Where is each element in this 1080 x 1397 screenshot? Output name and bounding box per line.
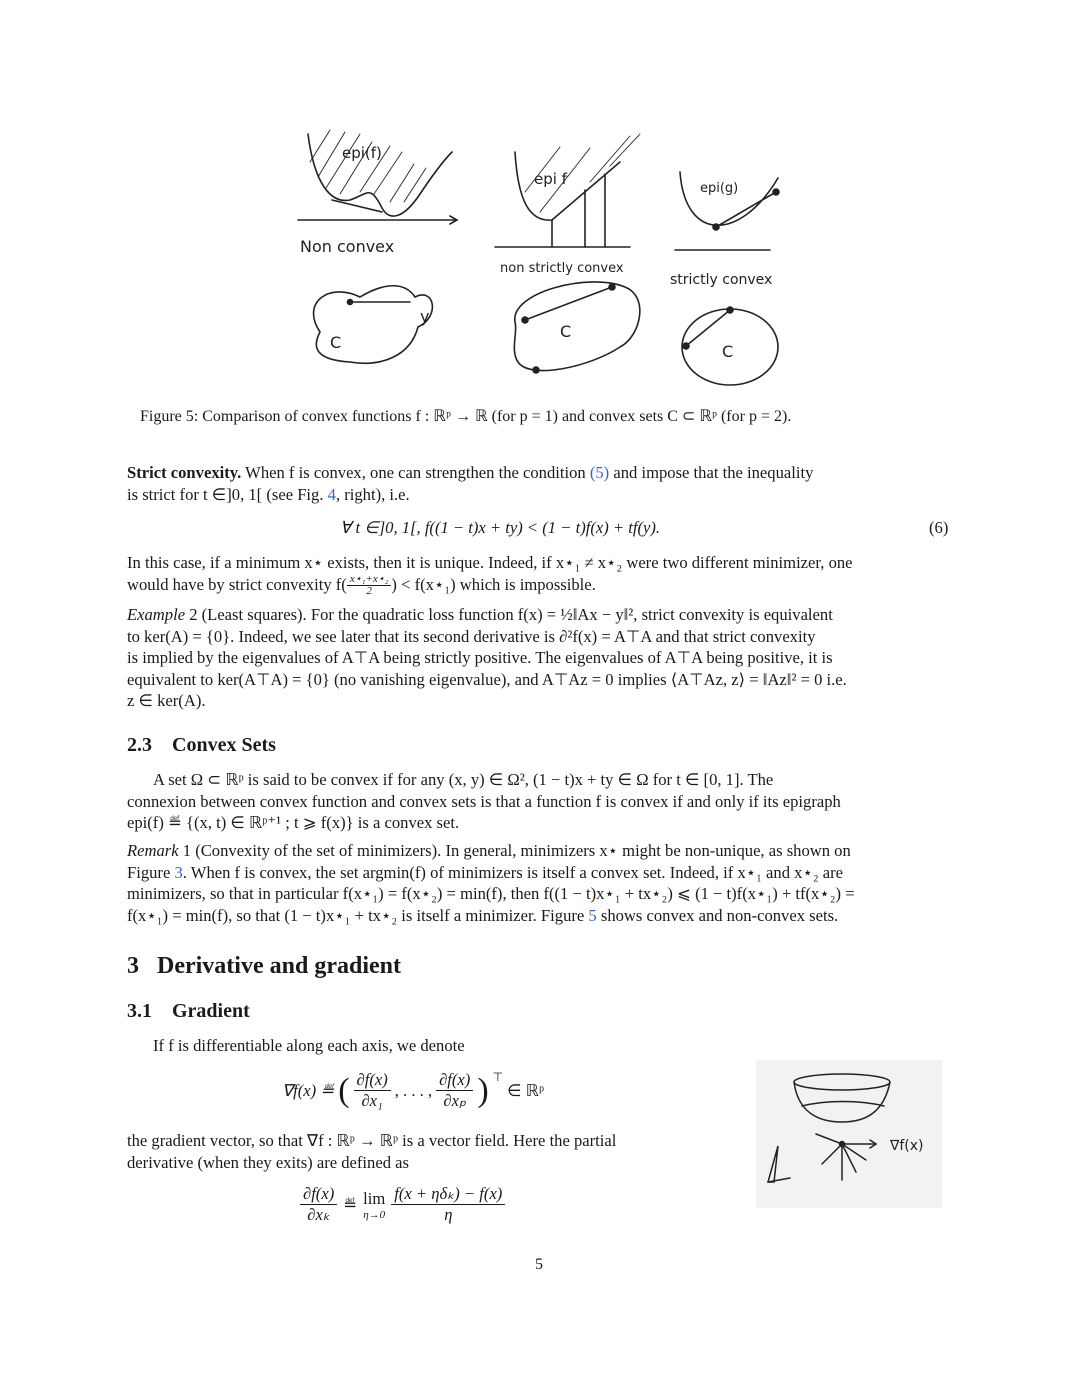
convex-sets-line1: A set Ω ⊂ ℝᵖ is said to be convex if for any (x, y) ∈ Ω², (1 − t)x + ty ∈ Ω for t ∈ [0, 1]. The [153, 770, 774, 789]
gradient-label: ∇f(x) [890, 1138, 924, 1154]
strict-text2: and impose that the inequality [613, 463, 814, 482]
limit [363, 1189, 385, 1221]
example-label: Example [127, 605, 186, 624]
example-line5: z ∈ ker(A). [127, 691, 206, 710]
section-2-3-heading [127, 734, 276, 757]
partial-p-den: ∂xₚ [443, 1091, 467, 1110]
gradient-line2: the gradient vector, so that ∇f : ℝᵖ → ℝᵖ is a vector field. Here the partial [127, 1131, 617, 1150]
section-3-title: Derivative and gradient [157, 953, 401, 979]
partial-k-num: ∂f(x) [300, 1184, 337, 1205]
convex-sets-line3: epi(f) ≝ {(x, t) ∈ ℝᵖ⁺¹ ; t ⩾ f(x)} is a convex set. [127, 813, 460, 832]
left-paren: ( [338, 1071, 350, 1109]
convex-set-2 [514, 282, 640, 371]
section-3-heading [127, 953, 401, 980]
label-c2: C [560, 322, 572, 341]
gradient-equation [282, 1070, 544, 1111]
strict-line2b: , right), i.e. [335, 484, 410, 504]
gradient-line3: derivative (when they exits) are defined as [127, 1152, 409, 1172]
label-c1: C [330, 333, 342, 352]
example-line3: is implied by the eigenvalues of A⊤A being strictly positive. The eigenvalues of A⊤A being positive, it is [127, 648, 833, 667]
partial-1-den: ∂x₁ [361, 1091, 383, 1110]
section-3-1-title: Gradient [172, 1000, 250, 1022]
remark-1 [127, 840, 953, 926]
nonconvex-chord [332, 200, 382, 212]
label-c3: C [722, 342, 734, 361]
uniqueness-line2b: ) < f(x⋆₁) which is impossible. [391, 574, 596, 594]
label-epi-f: epi(f) [342, 144, 382, 162]
fraction [347, 574, 392, 597]
difference-quotient [391, 1184, 505, 1225]
gradient-intro: If f is differentiable along each axis, we denote [153, 1036, 465, 1055]
figure-caption: Figure 5: Comparison of convex functions f : ℝᵖ → ℝ (for p = 1) and convex sets C ⊂ ℝᵖ (for p = 2). [140, 408, 792, 425]
gradient-paragraph [127, 1130, 729, 1173]
example-2 [127, 604, 953, 712]
uniqueness-line2a: would have by strict convexity f( [127, 574, 347, 594]
section-2-3-number: 2.3 [127, 734, 152, 756]
fraction-den: 2 [366, 585, 372, 598]
label-strictly: strictly convex [670, 272, 773, 288]
remark-line4b: shows convex and non-convex sets. [596, 905, 839, 925]
example-line2: to ker(A) = {0}. Indeed, we see later that its second derivative is ∂²f(x) = A⊤A and that strict convexity [127, 626, 816, 646]
strict-convexity-paragraph [127, 462, 953, 505]
remark-line3: minimizers, so that in particular f(x⋆₁) = f(x⋆₂) = min(f), then f((1 − t)x⋆₁ + tx⋆₂) ⩽ (1 − t)f(x⋆₁) + tf(x⋆₂) = [127, 884, 855, 903]
section-3-number: 3 [127, 953, 139, 979]
equation-6: ∀ t ∈]0, 1[, f((1 − t)x + ty) < (1 − t)f(x) + tf(y). [340, 518, 661, 537]
example-line1: 2 (Least squares). For the quadratic loss function f(x) = ½‖Ax − y‖², strict convexity is equivalent [185, 605, 833, 624]
grad-lhs: ∇f(x) ≝ [282, 1080, 335, 1100]
partial-k-den: ∂xₖ [307, 1205, 330, 1224]
strict-line2a: is strict for t ∈]0, 1[ (see Fig. [127, 484, 324, 504]
equation-6-number: (6) [929, 518, 949, 537]
uniqueness-paragraph [127, 552, 953, 597]
gradient-sketch [756, 1060, 942, 1208]
remark-line4a: f(x⋆₁) = min(f), so that (1 − t)x⋆₁ + tx⋆₂ is itself a minimizer. Figure [127, 905, 585, 925]
strict-heading: Strict convexity. [127, 463, 242, 482]
lim-text: lim [363, 1188, 386, 1208]
label-epi-g: epi(g) [700, 181, 739, 196]
diff-den: η [444, 1205, 453, 1224]
figure-5-sketches [290, 122, 800, 387]
section-3-1-number: 3.1 [127, 1000, 152, 1022]
page-number: 5 [535, 1256, 543, 1273]
def-equals: ≝ [343, 1194, 358, 1214]
transpose: ⊤ [492, 1070, 504, 1084]
partial-p [436, 1070, 473, 1111]
ref-fig3-link[interactable]: 3 [174, 862, 183, 882]
ref-fig5-link[interactable]: 5 [588, 905, 597, 925]
label-epi-f2: epi f [534, 170, 567, 188]
diff-num: f(x + ηδₖ) − f(x) [391, 1184, 505, 1205]
remark-line2b: . When f is convex, the set argmin(f) of minimizers is itself a convex set. Indeed, if x⋆₁ and x⋆₂ are [182, 862, 844, 882]
uniqueness-line1: In this case, if a minimum x⋆ exists, then it is unique. Indeed, if x⋆₁ ≠ x⋆₂ were two different minimizer, one [127, 553, 853, 572]
partial-derivative-equation [300, 1184, 505, 1225]
fraction-num: x⋆₁+x⋆₂ [347, 574, 392, 586]
convex-sets-paragraph [127, 769, 953, 834]
section-3-1-heading [127, 1000, 250, 1023]
right-paren: ) [477, 1071, 489, 1109]
lim-sub: η→0 [363, 1208, 386, 1221]
remark-line1: 1 (Convexity of the set of minimizers). In general, minimizers x⋆ might be non-unique, as shown on [178, 841, 851, 860]
grad-dots: , . . . , [394, 1080, 433, 1100]
convex-sets-line2: connexion between convex function and convex sets is that a function f is convex if and only if its epigraph [127, 791, 841, 811]
section-2-3-title: Convex Sets [172, 734, 276, 756]
ref-fig4-link[interactable]: 4 [327, 484, 336, 504]
example-line4: equivalent to ker(A⊤A) = {0} (no vanishing eigenvalue), and A⊤Az = 0 implies ⟨A⊤Az, z⟩ = ‖Az‖² = 0 i.e. [127, 669, 847, 689]
ref-eq5-link[interactable]: (5) [589, 463, 610, 482]
label-y: y [420, 307, 430, 326]
partial-1-num: ∂f(x) [354, 1070, 391, 1091]
gradient-sketch-drawing [756, 1060, 942, 1208]
strict-text1: When f is convex, one can strengthen the condition [245, 463, 586, 482]
partial-1 [354, 1070, 391, 1111]
partial-k [300, 1184, 337, 1225]
label-non-strictly: non strictly convex [500, 261, 624, 276]
remark-label: Remark [127, 841, 179, 860]
grad-rhs: ∈ ℝᵖ [507, 1080, 545, 1100]
remark-line2a: Figure [127, 862, 171, 882]
label-non-convex: Non convex [300, 237, 395, 256]
partial-p-num: ∂f(x) [436, 1070, 473, 1091]
